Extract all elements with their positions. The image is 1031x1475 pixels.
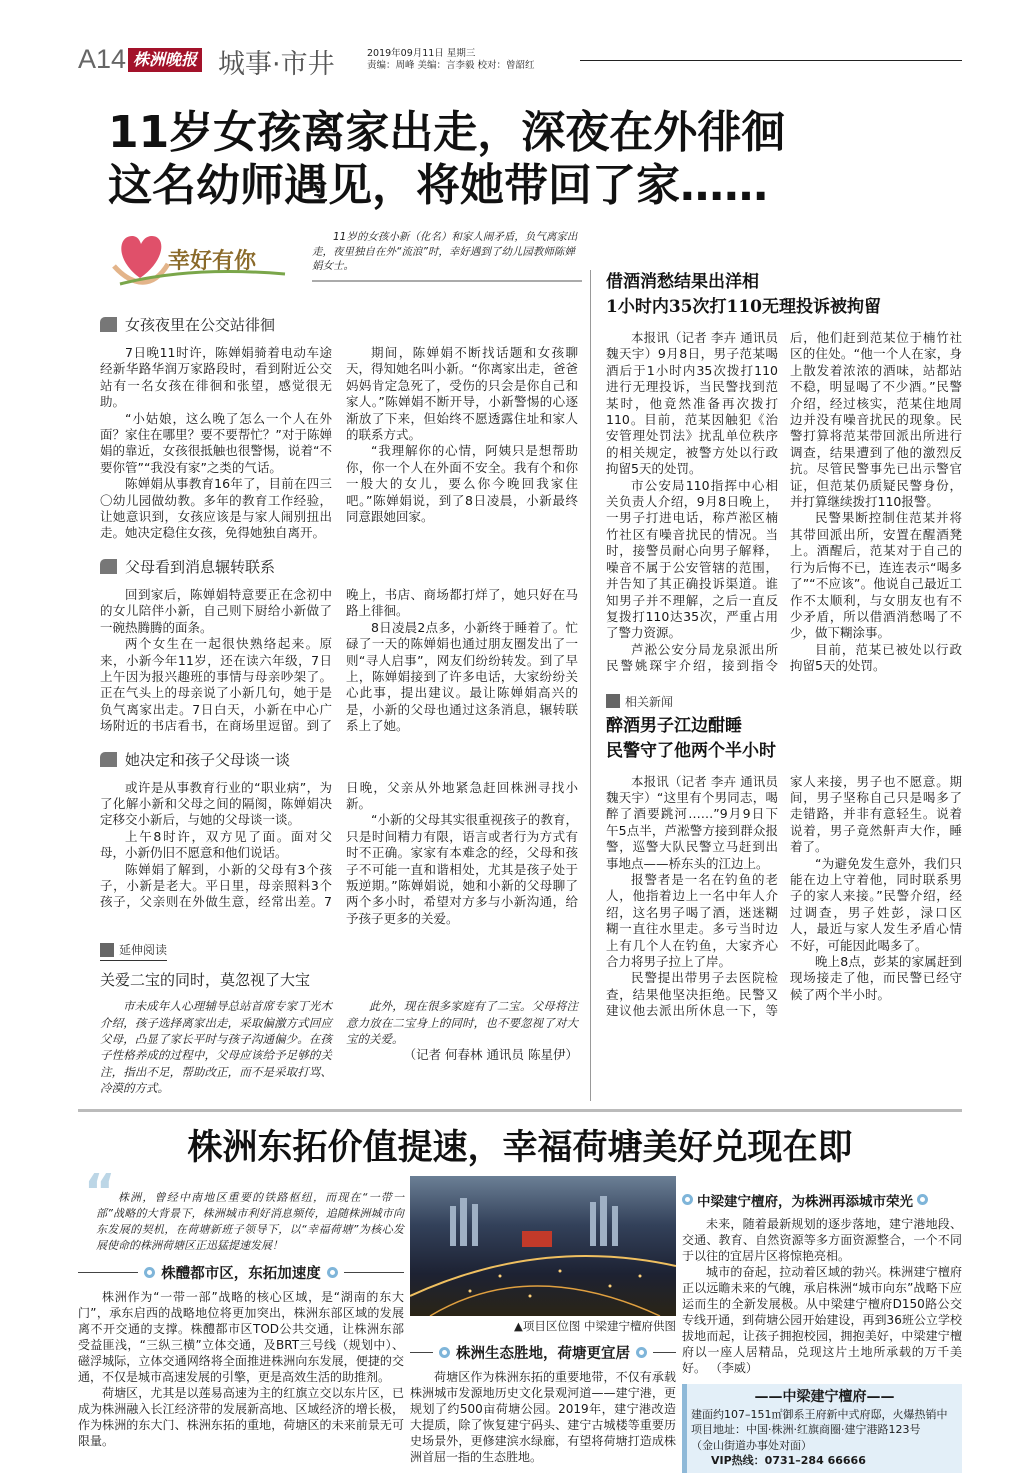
ad-subhead: [410, 1342, 676, 1363]
section-name: 城事·市井: [218, 49, 335, 80]
tag-text: 延伸阅读: [119, 943, 168, 958]
paragraph: 荷塘区作为株洲东拓的重要地带，不仅有承载株洲城市发源地历史文化景观河道——建宁港，更规划了约500亩荷塘公园。2019年，建宁港改造大提质，除了恢复建宁码头、建宁古城楼等重要历史场景外，更修建滨水绿廊，有望将荷塘打造成株洲首屈一指的生态胜地。: [410, 1369, 676, 1464]
city-aerial-picture: [410, 1176, 676, 1316]
story-body: [606, 774, 962, 1020]
title-line: 民警守了他两个半小时: [606, 740, 776, 761]
section-heading: [100, 556, 578, 577]
paragraph: 此外，现在很多家庭有了二宝。父母将注意力放在二宝身上的同时，也不要忽视了对大宝的关爱。: [346, 999, 578, 1046]
story-title: [606, 714, 962, 764]
quote-icon: “: [84, 1163, 116, 1220]
header-rule: [580, 60, 962, 61]
ad-subhead: [682, 1190, 962, 1210]
section-heading-text: 女孩夜里在公交站徘徊: [125, 316, 276, 334]
headline-line: 这名幼师遇见，将她带回了家……: [108, 160, 768, 211]
paragraph: 期间，陈婵娟不断找话题和女孩聊天，得知她名叫小新。“你离家出走，爸爸妈妈肯定急死了，受伤的只会是你自己和家人。”陈婵娟不断开导，小新警惕的心逐渐放了下来，但始终不愿透露住址和家人的联系方式。: [346, 345, 578, 443]
paragraph: 本报讯（记者 李卉 通讯员 魏天宇）9月8日，男子范某喝酒后于1小时内35次拨打110进行无理投诉，当民警找到范某时，他竟然准备再次拨打110。目前，范某因触犯《治安管理处罚法》扰乱单位秩序的相关规定，被警方处以行政拘留5天的处罚。: [606, 330, 778, 477]
paragraph: 目前，范某已被处以行政拘留5天的处罚。: [790, 641, 962, 674]
circle-icon: [144, 1267, 155, 1278]
ad-quote: 株洲，曾经中南地区重要的铁路枢纽，而现在“一带一部”战略的大背景下，株洲城市利好消息频传，追随株洲城市向东发展的契机，在荷塘新班子领导下，以“幸福荷塘”为核心发展使命的株洲荷塘区正迅猛提速发展！: [96, 1190, 404, 1252]
side-stories: [591, 262, 962, 1101]
project-area: 建面约107–151㎡御系王府新中式府邸，火爆热销中: [691, 1407, 948, 1421]
section-heading: [100, 749, 578, 770]
ad-column: [410, 1176, 676, 1473]
paragraph: 未来，随着最新规划的逐步落地，建宁港地段、交通、教育、自然资源等多方面资源整合，一个不同于以往的宜居片区将惊艳亮相。: [682, 1216, 962, 1263]
project-info-box: [682, 1384, 962, 1473]
title-line: 醉酒男子江边酣睡: [606, 715, 742, 736]
paragraph: 报警者是一名在钓鱼的老人，他指着边上一名中年人介绍，这名男子喝了酒，迷迷糊糊一直往水里走。多亏当时边上有几个人在钓鱼，大家齐心合力将男子拉上了岸。: [606, 871, 778, 969]
ad-column: [78, 1163, 404, 1473]
section-marker-icon: [100, 317, 117, 332]
ad-body: [78, 1289, 404, 1449]
image-caption: ▲项目区位图 中梁建宁檀府供图: [514, 1318, 676, 1333]
circle-icon: [327, 1267, 338, 1278]
intro-text: 11岁的女孩小新（化名）和家人闹矛盾，负气离家出走，夜里独自在外“流浪”时，幸好遇到了幼儿园教师陈婵娟女士。: [312, 231, 578, 272]
ad-area: [78, 1163, 962, 1473]
story-body: [606, 330, 962, 675]
story-title: [606, 270, 962, 320]
section-heading-text: 她决定和孩子父母谈一谈: [125, 750, 291, 769]
paragraph: “我理解你的心情，阿姨只是想帮助你，你一个人在外面不安全。我有个和你一般大的女儿，要么你今晚回我家住吧。”陈婵娟说，到了8日凌晨，小新最终同意跟她回家。: [346, 443, 578, 525]
svg-text:幸好有你: 幸好有你: [168, 249, 257, 274]
paragraph: “小新的父母其实很重视孩子的教育，只是时间精力有限，语言或者行为方式有时不正确。家家有本难念的经，父母和孩子不可能一直和谐相处，尤其是孩子处于叛逆期。”陈婵娟说，她和小新的父母聊了两个多小时，希望对方多与小新沟通，给予孩子更多的关爱。: [346, 812, 578, 926]
paragraph: “为避免发生意外，我们只能在边上守着他，同时联系男子的家人来接。”民警介绍，经过调查，男子姓彭，渌口区人，最近与家人发生矛盾心情不好，可能因此喝多了。: [790, 855, 962, 953]
project-address: 项目地址：中国·株洲·红旗商圈·建宁港路123号: [691, 1423, 921, 1437]
marker-icon: [606, 694, 620, 708]
paragraph: 株洲作为“一带一部”战略的核心区域，是“湖南的东大门”，承东启西的战略地位将更加突出，株洲东部区域的发展离不开交通的支撑。株醴都市区TOD公共交通，让株洲东部受益匪浅，“三纵三横”立体交通，及BRT三号线（规划中）、磁浮城际，立体交通网络将全面推进株洲向东发展，便捷的交通，不仅是城市高速发展的引擎，更是高效生活的助推剂。: [78, 1289, 404, 1384]
project-name: ——中梁建宁檀府——: [754, 1388, 895, 1405]
paragraph: 荷塘区，尤其是以莲易高速为主的红旗立交以东片区，已成为株洲融入长江经济带的发展新高地、区域经济的增长极，作为株洲的东大门、株洲东拓的重地，荷塘区的未来前景无可限量。: [78, 1385, 404, 1448]
paragraph: 城市的奋起，拉动着区域的勃兴。株洲建宁檀府正以远瞻未来的气魄，承启株洲“城市向东”战略下应运而生的全新发展极。从中梁建宁檀府D150路公交专线开通，到荷塘公园开始建设，再到36班公立学校拔地而起，让孩子拥抱校园，拥抱美好，中梁建宁檀府以一座人居精品，兑现这片土地所承载的万千美好。 （李威）: [682, 1264, 962, 1375]
paragraph: 市公安局110指挥中心相关负责人介绍，9月8日晚上，一男子打进电话，称芦淞区楠竹社区有噪音扰民的情况。当时，接警员耐心向男子解释，噪音不属于公安管辖的范围，并告知了其正确投诉渠道。谁知男子并不理解，之后一直反复拨打110达35次，严重占用了警力资源。: [606, 477, 778, 641]
section-heading-text: 父母看到消息辗转联系: [125, 557, 276, 576]
paragraph: 本报讯（记者 李卉 通讯员 魏天宇）“这里有个男同志，喝醉了酒要跳河……”9月9日下午5点半，芦淞警方接到群众报警，巡警大队民警立马赶到出事地点——桥东头的江边上。: [606, 773, 778, 871]
circle-icon: [636, 1347, 647, 1358]
page-number: A14: [78, 44, 127, 74]
article-body: [100, 780, 578, 928]
circle-icon: [682, 1194, 693, 1205]
subhead-text: 中梁建宁檀府，为株洲再添城市荣光: [697, 1193, 913, 1210]
article-body: [100, 587, 578, 735]
project-address-note: （金山街道办事处对面）: [691, 1438, 812, 1452]
section-marker-icon: [100, 752, 117, 767]
circle-icon: [439, 1347, 450, 1358]
ad-divider: [78, 1109, 962, 1112]
paragraph: 两个女生在一起很快熟络起来。原来，小新今年11岁，还在读六年级，7日上午因为报兴趣班的事情与母亲吵架了。正在气头上的母亲说了小新几句，她于是负气离家出走。7日白天，小新在中心广场附近的书店看书，在商场里逗留。到了晚上，书店、商场都打烊了，她只好在马路上徘徊。: [100, 586, 578, 734]
paragraph: 晚上8点，彭某的家属赶到现场接走了他，而民警已经守候了两个半小时。: [790, 954, 962, 1002]
paragraph: 芦淞公安分局龙泉派出所民警姚琛宇介绍，接到指令后，他们赶到范某位于楠竹社区的住处。“他一个人在家，身上散发着浓浓的酒味，站都站不稳，明显喝了不少酒。”民警介绍，经过核实，范某住地周边并没有噪音扰民的现象。民警打算将范某带回派出所进行调查，结果遭到了他的激烈反抗。尽管民警事先已出示警官证，但范某仍质疑民警身份，并打算继续拨打110报警。: [606, 330, 962, 674]
byline: （记者 何春林 通讯员 陈星伊）: [403, 1047, 578, 1063]
tag-text: 相关新闻: [625, 694, 674, 709]
lead-story: [78, 262, 590, 1101]
main-headline: [108, 106, 968, 212]
ad-headline: 株洲东拓价值提速，幸福荷塘美好兑现在即: [187, 1127, 853, 1168]
extended-body: [100, 998, 578, 1096]
headline-line: 11岁女孩离家出走，深夜在外徘徊: [108, 107, 786, 158]
subhead-text: 株醴都市区，东拓加速度: [161, 1265, 321, 1282]
news-area: [78, 262, 962, 1101]
paragraph: 民警果断控制住范某并将其带回派出所，安置在醒酒凳上。酒醒后，范某对于自己的行为后悔不已，连连表示“喝多了”“不应该”。他说自己最近工作不太顺利，与女朋友也有不少矛盾，所以借酒消愁喝了不少，做下糊涂事。: [790, 510, 962, 641]
related-news-tag: [606, 693, 673, 710]
project-location-image: [410, 1176, 676, 1316]
subhead-text: 株洲生态胜地，荷塘更宜居: [456, 1345, 630, 1362]
extended-reading-tag: [100, 941, 167, 961]
paragraph: 陈婵娟从事教育16年了，目前在四三〇幼儿园做幼教。多年的教育工作经验，让她意识到，女孩应该是与家人闹别扭出走。她决定稳住女孩，免得她独自离开。: [100, 476, 332, 541]
staff-credits: 责编：周峰 美编：言李毅 校对：曾韶红: [367, 60, 535, 71]
circle-icon: [917, 1194, 928, 1205]
paragraph: 上午8时许，双方见了面。面对父母，小新仍旧不愿意和他们说话。: [100, 828, 332, 861]
ad-body: [682, 1216, 962, 1376]
paragraph: “小姑娘，这么晚了怎么一个人在外面？家住在哪里？要不要帮忙？”对于陈婵娟的靠近，女孩很抵触也很警惕，说着“不要你管”“我没有家”之类的气话。: [100, 410, 332, 475]
newspaper-logo: 株洲晚报: [128, 48, 202, 72]
section-marker-icon: [100, 559, 117, 574]
paragraph: 回到家后，陈婵娟特意要正在念初中的女儿陪伴小新，自己则下厨给小新做了一碗热腾腾的面条。: [100, 586, 332, 635]
paragraph: 7日晚11时许，陈婵娟骑着电动车途经新华路华润万家路段时，看到附近公交站有一名女孩在徘徊和张望，感觉很无助。: [100, 345, 332, 410]
title-line: 1小时内35次打110无理投诉被拘留: [606, 297, 881, 317]
title-line: 借酒消愁结果出洋相: [606, 272, 759, 292]
section-heading: [100, 314, 578, 335]
vip-hotline[interactable]: VIP热线：0731–284 66666: [711, 1454, 866, 1468]
article-body: [100, 345, 578, 542]
ad-column: [682, 1176, 962, 1473]
issue-date: 2019年09月11日 星期三: [367, 48, 476, 59]
paragraph: 8日凌晨2点多，小新终于睡着了。忙碌了一天的陈婵娟也通过朋友圈发出了一则“寻人启事”，网友们纷纷转发。到了早上，陈婵娟接到了许多电话，大家纷纷关心此事，提出建议。最让陈婵娟高兴的是，小新的父母也通过这条消息，辗转联系上了她。: [346, 619, 578, 734]
ad-subhead: [78, 1262, 404, 1283]
paragraph: 陈婵娟了解到，小新的父母有3个孩子，小新是老大。平日里，母亲照料3个孩子，父亲则在外做生意，经常出差。7日晚，父亲从外地紧急赶回株洲寻找小新。: [100, 779, 578, 910]
extended-title: 关爱二宝的同时，莫忽视了大宝: [100, 971, 311, 990]
arrow-icon: [100, 943, 114, 957]
ad-body: [410, 1369, 676, 1465]
paragraph: 民警提出带男子去医院检查，结果他坚决拒绝。民警又建议他去派出所休息一下，等家人来接，男子也不愿意。期间，男子坚称自己只是喝多了走错路，并非有意轻生。说着说着，男子竟然鼾声大作，睡着了。: [606, 773, 962, 1019]
paragraph: 市未成年人心理辅导总站首席专家丁光木介绍，孩子选择离家出走，采取偏激方式回应父母，凸显了家长平时与孩子沟通偏少。在孩子性格养成的过程中，父母应该给予足够的关注，指出不足，帮助改正，而不是采取打骂、冷漠的方式。: [100, 999, 332, 1096]
paragraph: 或许是从事教育行业的“职业病”，为了化解小新和父母之间的隔阂，陈婵娟决定移交小新后，与她的父母谈一谈。: [100, 779, 332, 828]
page-content: [78, 262, 962, 1473]
issue-meta: [367, 48, 567, 72]
